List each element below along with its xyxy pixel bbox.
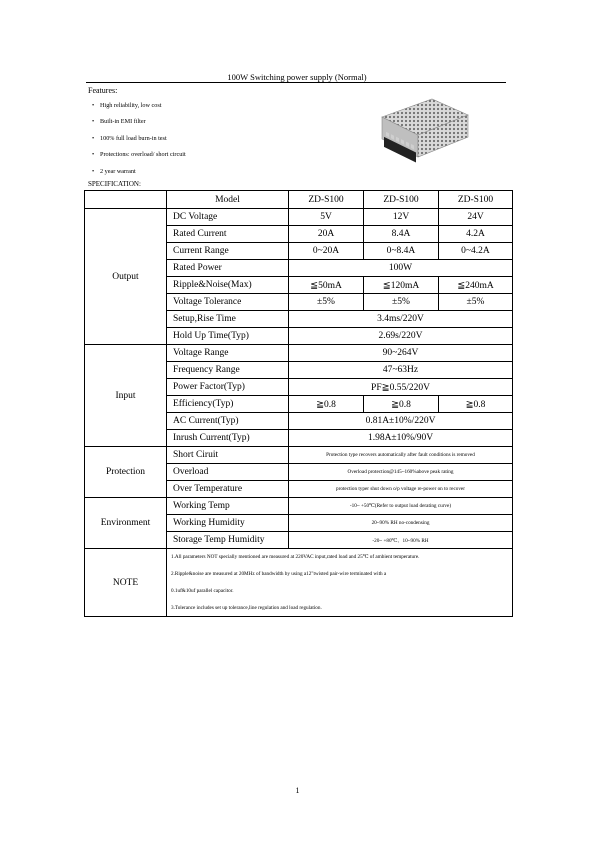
- bullet-icon: •: [92, 167, 95, 175]
- table-row: [85, 549, 513, 566]
- note-line: 3.Tolerance includes set up tolerance,line regulation and load regulation.: [167, 600, 513, 617]
- value-cell: ±5%: [289, 294, 364, 311]
- value-cell: 2.69s/220V: [289, 328, 513, 345]
- value-cell: 8.4A: [364, 226, 439, 243]
- value-cell: -10~ +50℃(Refer to output load derating curve): [289, 498, 513, 515]
- param-label: Power Factor(Typ): [167, 379, 289, 396]
- value-cell: 0.81A±10%/220V: [289, 413, 513, 430]
- note-line: 1.All parameters NOT specially mentioned are measured at 220VAC input,rated load and 25℃ of ambient temperature.: [167, 549, 513, 566]
- value-cell: ≦240mA: [439, 277, 513, 294]
- value-cell: ≧0.8: [364, 396, 439, 413]
- model-cell: ZD-S100: [364, 191, 439, 209]
- value-cell: 90~264V: [289, 345, 513, 362]
- value-cell: 20A: [289, 226, 364, 243]
- param-label: Rated Current: [167, 226, 289, 243]
- value-cell: Overload protection@145~160%above peak rating: [289, 464, 513, 481]
- title-divider: [86, 82, 506, 83]
- model-cell: ZD-S100: [439, 191, 513, 209]
- param-label: Ripple&Noise(Max): [167, 277, 289, 294]
- param-label: Hold Up Time(Typ): [167, 328, 289, 345]
- table-row: [85, 345, 513, 362]
- bullet-icon: •: [92, 151, 95, 159]
- param-label: Voltage Tolerance: [167, 294, 289, 311]
- table-row: [85, 498, 513, 515]
- value-cell: PF≧0.55/220V: [289, 379, 513, 396]
- value-cell: protection typer shut down o/p voltage re-power on to recover: [289, 481, 513, 498]
- value-cell: 5V: [289, 209, 364, 226]
- output-category: Output: [85, 209, 167, 345]
- value-cell: ≦120mA: [364, 277, 439, 294]
- value-cell: 3.4ms/220V: [289, 311, 513, 328]
- param-label: DC Voltage: [167, 209, 289, 226]
- document-title: 100W Switching power supply (Normal): [227, 72, 367, 82]
- environment-category: Environment: [85, 498, 167, 549]
- param-label: Setup,Rise Time: [167, 311, 289, 328]
- value-cell: ≦50mA: [289, 277, 364, 294]
- param-label: Current Range: [167, 243, 289, 260]
- value-cell: 12V: [364, 209, 439, 226]
- model-label: Model: [167, 191, 289, 209]
- value-cell: 4.2A: [439, 226, 513, 243]
- model-cell: ZD-S100: [289, 191, 364, 209]
- value-cell: ≧0.8: [439, 396, 513, 413]
- value-cell: 0~4.2A: [439, 243, 513, 260]
- value-cell: ±5%: [364, 294, 439, 311]
- table-row: [85, 191, 513, 209]
- param-label: Efficiency(Typ): [167, 396, 289, 413]
- feature-item: • 100% full load burn-in test: [92, 134, 167, 142]
- input-category: Input: [85, 345, 167, 447]
- note-category: NOTE: [85, 549, 167, 617]
- param-label: Working Temp: [167, 498, 289, 515]
- value-cell: 47~63Hz: [289, 362, 513, 379]
- bullet-icon: •: [92, 134, 95, 142]
- param-label: Overload: [167, 464, 289, 481]
- bullet-icon: •: [92, 118, 95, 126]
- param-label: Inrush Current(Typ): [167, 430, 289, 447]
- specification-heading: SPECIFICATION:: [88, 180, 141, 188]
- note-line: 0.1uf&10uf parallel capacitor.: [167, 583, 513, 600]
- protection-category: Protection: [85, 447, 167, 498]
- param-label: Rated Power: [167, 260, 289, 277]
- value-cell: ±5%: [439, 294, 513, 311]
- value-cell: ≧0.8: [289, 396, 364, 413]
- table-row: [85, 209, 513, 226]
- power-supply-image: [372, 95, 472, 167]
- param-label: AC Current(Typ): [167, 413, 289, 430]
- feature-item: • 2 year warrant: [92, 167, 136, 175]
- value-cell: Protection type recovers automatically after fault conditions is removed: [289, 447, 513, 464]
- page-number: 1: [295, 786, 300, 795]
- param-label: Short Ciruit: [167, 447, 289, 464]
- param-label: Working Humidity: [167, 515, 289, 532]
- value-cell: 0~8.4A: [364, 243, 439, 260]
- value-cell: 100W: [289, 260, 513, 277]
- feature-item: • Built-in EMI filter: [92, 118, 146, 126]
- param-label: Frequency Range: [167, 362, 289, 379]
- table-cell: [85, 191, 167, 209]
- param-label: Storage Temp Humidity: [167, 532, 289, 549]
- note-line: 2.Ripple&noise are measured at 20MHz of bandwidth by using a12"twisted pair-wire terminated with a: [167, 566, 513, 583]
- features-heading: Features:: [88, 86, 118, 95]
- param-label: Voltage Range: [167, 345, 289, 362]
- value-cell: -20~ +80℃、10~90% RH: [289, 532, 513, 549]
- specification-table: [84, 190, 513, 617]
- value-cell: 20~90% RH no-condensing: [289, 515, 513, 532]
- bullet-icon: •: [92, 102, 95, 109]
- feature-item: • Protections: overload/ short circuit: [92, 151, 186, 159]
- feature-item: • High reliability, low cost: [92, 102, 162, 109]
- value-cell: 0~20A: [289, 243, 364, 260]
- table-row: [85, 447, 513, 464]
- value-cell: 1.98A±10%/90V: [289, 430, 513, 447]
- value-cell: 24V: [439, 209, 513, 226]
- param-label: Over Temperature: [167, 481, 289, 498]
- features-list: [92, 101, 186, 183]
